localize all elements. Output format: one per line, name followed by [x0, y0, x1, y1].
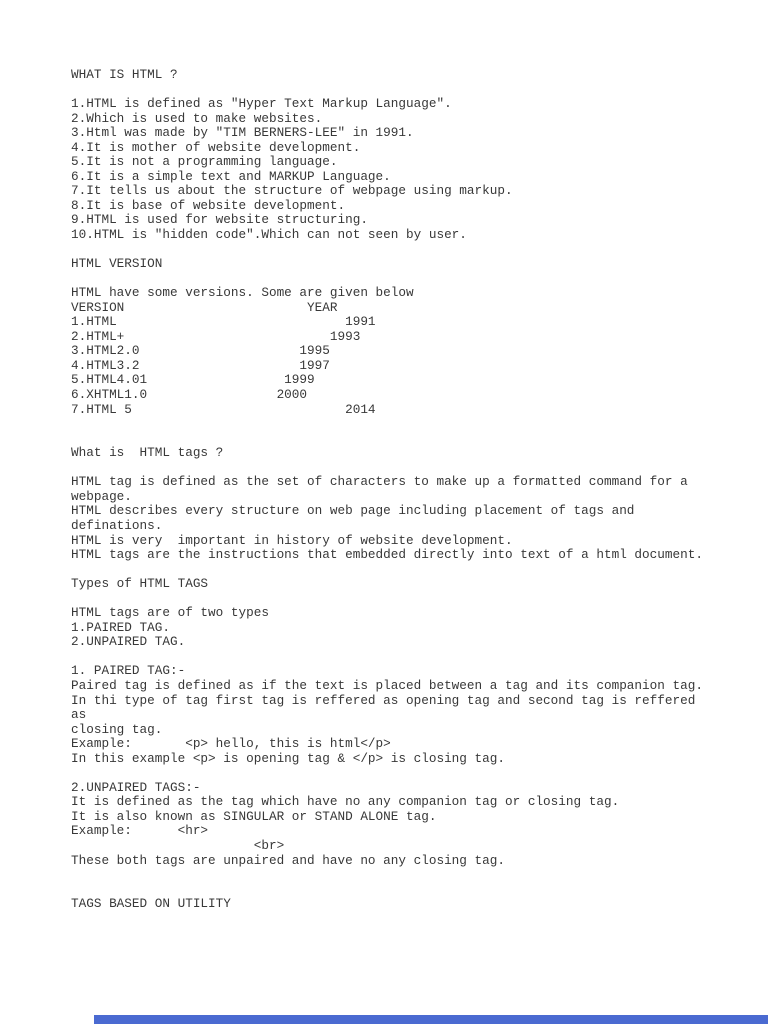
text-line: Example: <hr>	[71, 823, 209, 839]
text-line: as	[71, 707, 87, 723]
text-line: HTML tag is defined as the set of characters to make up a formatted command for a	[71, 474, 688, 490]
text-line	[71, 563, 703, 578]
text-line	[71, 650, 703, 665]
text-line: 3.Html was made by "TIM BERNERS-LEE" in 1991.	[71, 125, 414, 141]
text-line: Example: <p> hello, this is html</p>	[71, 736, 391, 752]
section-types-of-html-tags	[71, 577, 703, 664]
text-line: 10.HTML is "hidden code".Which can not seen by user.	[71, 227, 467, 243]
text-line: 3.HTML2.0 1995	[71, 343, 330, 359]
text-line	[71, 243, 703, 258]
text-line	[71, 766, 703, 781]
section-heading-what-is-html	[71, 68, 703, 97]
text-line	[71, 272, 703, 287]
text-line: In thi type of tag first tag is reffered as opening tag and second tag is reffered	[71, 692, 696, 708]
text-line: 4.It is mother of website development.	[71, 139, 361, 155]
section-what-is-html-list	[71, 97, 703, 257]
text-line: Types of HTML TAGS	[71, 576, 209, 592]
text-line: 7.It tells us about the structure of webpage using markup.	[71, 183, 513, 199]
text-line: HTML describes every structure on web page including placement of tags and	[71, 503, 635, 519]
text-line: 5.HTML4.01 1999	[71, 372, 315, 388]
text-line: webpage.	[71, 488, 132, 504]
section-unpaired-tags	[71, 781, 703, 897]
text-line: HTML have some versions. Some are given below	[71, 285, 414, 301]
text-line: 8.It is base of website development.	[71, 197, 346, 213]
text-line: 9.HTML is used for website structuring.	[71, 212, 368, 228]
section-tags-based-on-utility	[71, 897, 703, 912]
text-line	[71, 883, 703, 898]
text-line: 1. PAIRED TAG:-	[71, 663, 186, 679]
text-line: 2.UNPAIRED TAG.	[71, 634, 186, 650]
text-line: 6.XHTML1.0 2000	[71, 387, 308, 403]
text-line: HTML VERSION	[71, 256, 163, 272]
document-text	[71, 68, 703, 912]
text-line: 2.Which is used to make websites.	[71, 110, 323, 126]
text-line: VERSION YEAR	[71, 299, 338, 315]
text-line: 2.UNPAIRED TAGS:-	[71, 779, 201, 795]
text-line: 1.PAIRED TAG.	[71, 619, 170, 635]
text-line: In this example <p> is opening tag & </p> is closing tag.	[71, 750, 505, 766]
text-line: What is HTML tags ?	[71, 445, 224, 461]
text-line: These both tags are unpaired and have no any closing tag.	[71, 852, 505, 868]
text-line: TAGS BASED ON UTILITY	[71, 896, 231, 912]
text-line: WHAT IS HTML ?	[71, 67, 178, 82]
section-html-version	[71, 257, 703, 446]
text-line: HTML tags are the instructions that embedded directly into text of a html document.	[71, 547, 703, 563]
text-line: It is also known as SINGULAR or STAND ALONE tag.	[71, 808, 437, 824]
text-line: 7.HTML 5 2014	[71, 401, 376, 417]
text-line: 4.HTML3.2 1997	[71, 357, 330, 373]
horizontal-scrollbar-thumb[interactable]	[94, 1015, 768, 1024]
text-line	[71, 432, 703, 447]
text-line: <br>	[71, 837, 285, 853]
text-line	[71, 417, 703, 432]
text-line	[71, 592, 703, 607]
text-line: It is defined as the tag which have no any companion tag or closing tag.	[71, 794, 620, 810]
text-line: 1.HTML 1991	[71, 314, 376, 330]
text-line: 2.HTML+ 1993	[71, 328, 361, 344]
section-paired-tag	[71, 664, 703, 780]
text-line: definations.	[71, 517, 163, 533]
text-line	[71, 83, 703, 98]
text-line	[71, 868, 703, 883]
text-line: HTML is very important in history of website development.	[71, 532, 513, 548]
text-line: 5.It is not a programming language.	[71, 154, 338, 170]
text-line: 6.It is a simple text and MARKUP Language.	[71, 168, 391, 184]
text-line: closing tag.	[71, 721, 163, 737]
text-line: Paired tag is defined as if the text is placed between a tag and its companion tag.	[71, 677, 703, 693]
text-line: 1.HTML is defined as "Hyper Text Markup Language".	[71, 96, 452, 112]
text-line: HTML tags are of two types	[71, 605, 269, 621]
text-line	[71, 461, 703, 476]
section-what-is-html-tags	[71, 446, 703, 577]
